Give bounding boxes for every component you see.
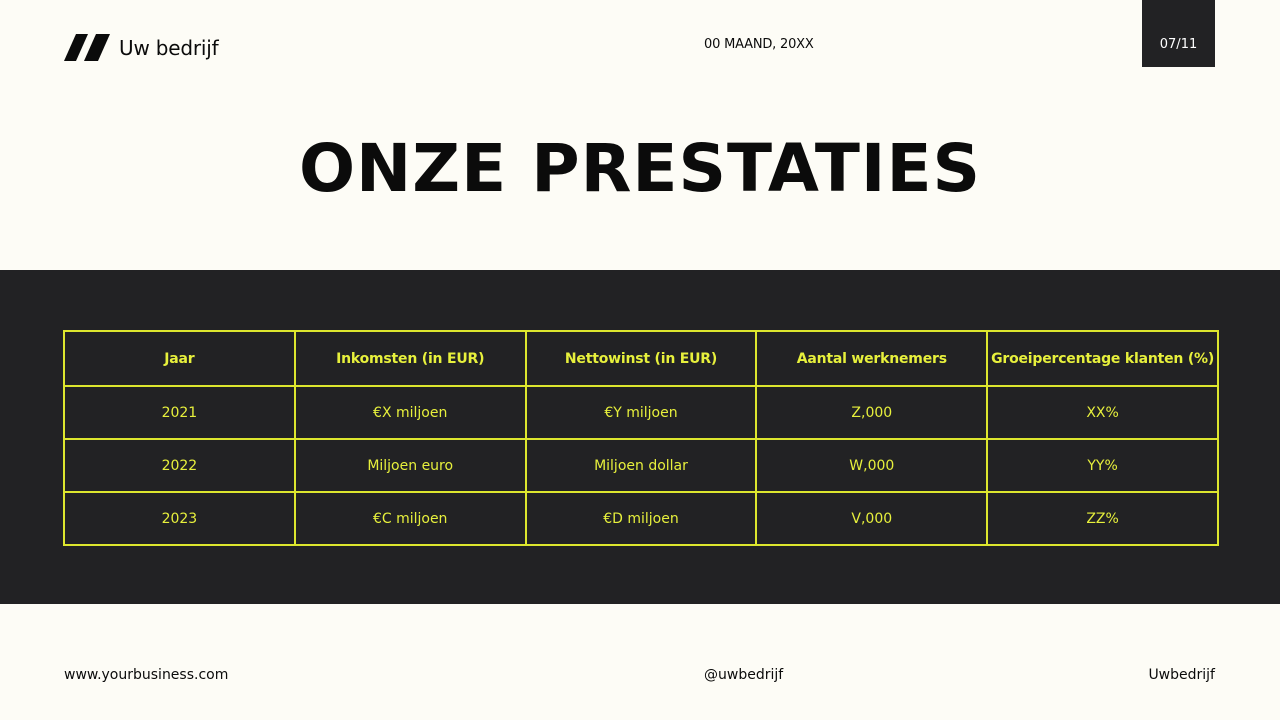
table-cell: €Y miljoen bbox=[526, 386, 757, 439]
company-name: Uw bedrijf bbox=[119, 35, 219, 60]
table-cell: 2021 bbox=[64, 386, 295, 439]
table-cell: Miljoen dollar bbox=[526, 439, 757, 492]
page-title: ONZE PRESTATIES bbox=[298, 130, 982, 207]
header-date: 00 MAAND, 20XX bbox=[704, 37, 814, 52]
table-cell: XX% bbox=[987, 386, 1218, 439]
page-number-box bbox=[1142, 0, 1215, 67]
column-header-year: Jaar bbox=[64, 331, 295, 386]
column-header-revenue: Inkomsten (in EUR) bbox=[295, 331, 526, 386]
table-row bbox=[64, 439, 1218, 492]
table-cell: 2023 bbox=[64, 492, 295, 545]
footer-website: www.yourbusiness.com bbox=[64, 667, 229, 683]
parallelogram-logo-icon bbox=[64, 34, 110, 61]
table-cell: Miljoen euro bbox=[295, 439, 526, 492]
table-cell: 2022 bbox=[64, 439, 295, 492]
performance-table bbox=[63, 330, 1219, 546]
table-row bbox=[64, 386, 1218, 439]
table-cell: ZZ% bbox=[987, 492, 1218, 545]
content-band bbox=[0, 270, 1280, 604]
table-cell: Z,000 bbox=[756, 386, 987, 439]
table-cell: YY% bbox=[987, 439, 1218, 492]
column-header-employees: Aantal werknemers bbox=[756, 331, 987, 386]
table-cell: €X miljoen bbox=[295, 386, 526, 439]
table-cell: W,000 bbox=[756, 439, 987, 492]
table-cell: €D miljoen bbox=[526, 492, 757, 545]
page-number: 07/11 bbox=[1159, 37, 1198, 52]
table-header-row bbox=[64, 331, 1218, 386]
column-header-customer-growth: Groeipercentage klanten (%) bbox=[987, 331, 1218, 386]
table-cell: V,000 bbox=[756, 492, 987, 545]
table-cell: €C miljoen bbox=[295, 492, 526, 545]
company-logo bbox=[64, 34, 218, 61]
table-row bbox=[64, 492, 1218, 545]
footer-handle: @uwbedrijf bbox=[704, 667, 784, 683]
column-header-net-profit: Nettowinst (in EUR) bbox=[526, 331, 757, 386]
footer-company: Uwbedrijf bbox=[1148, 667, 1215, 683]
